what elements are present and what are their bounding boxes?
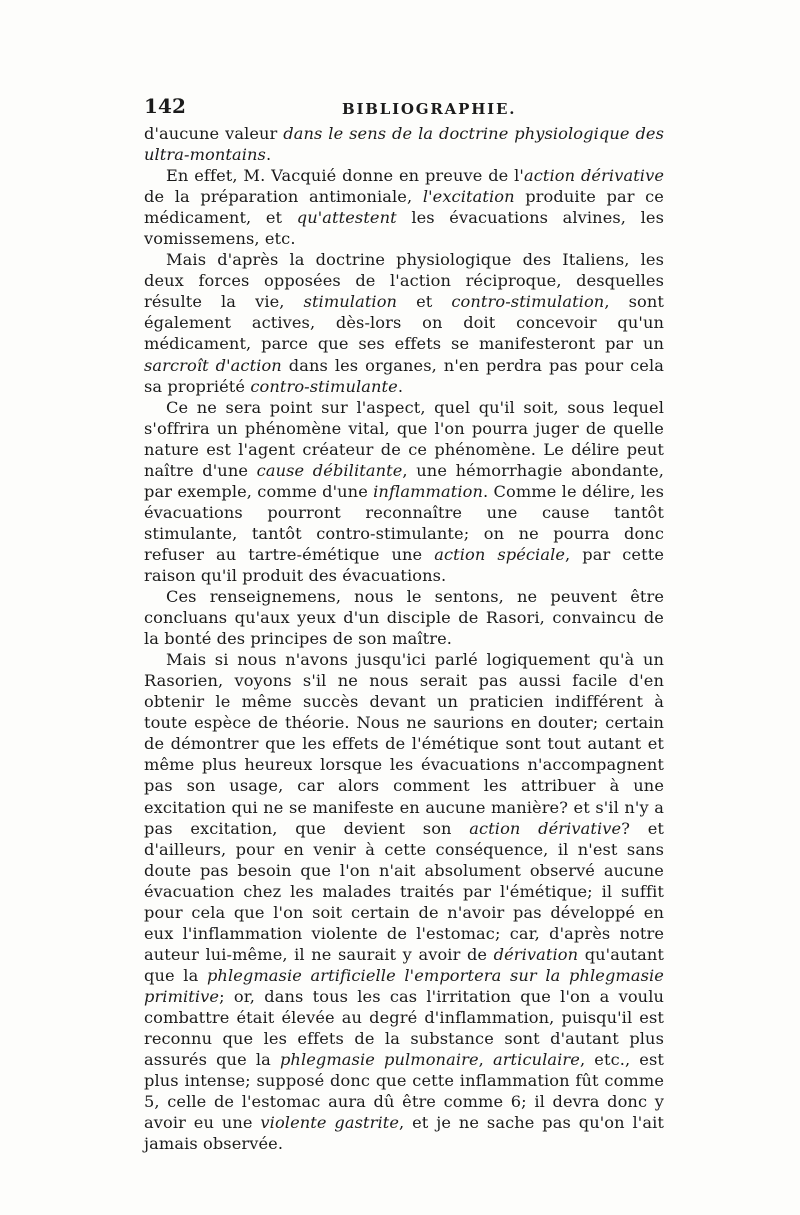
running-head [144, 96, 664, 120]
text-run: Mais d'après la doctrine physiologique des Italiens, les deux forces opposées de l'action réciproque, desquelles résulte la vie, [144, 250, 664, 312]
italic-text-run: articulaire [492, 1050, 580, 1070]
italic-text-run: l'excitation [422, 187, 515, 207]
page-number: 142 [144, 94, 187, 118]
text-run: . [397, 376, 404, 396]
text-run: , et je ne sache pas qu'on l'ait jamais observée. [144, 1113, 664, 1154]
text-run: , etc., est plus intense; supposé donc que cette inflammation fût comme 5, celle de l'estomac aura dû être comme 6; il devra donc y avoir eu une [144, 1050, 664, 1133]
italic-text-run: dans le sens de la doctrine physiologique des ultra-montains [144, 124, 664, 165]
text-run: Mais si nous n'avons jusqu'ici parlé logiquement qu'à un Rasorien, voyons s'il ne nous serait pas aussi facile d'en obtenir le même succès devant un praticien indifférent à toute espèce de théorie. Nous ne saurions en douter; certain de démontrer que les effets de l'émétique sont tout autant et même plus heureux lorsque les évacuations n'accompagnent pas son usage, car alors comment les attribuer à une excitation qui ne se manifeste en aucune manière? et s'il n'y a pas excitation, que devient son [144, 650, 664, 838]
italic-text-run: action dérivative [523, 166, 664, 186]
paragraph [144, 249, 664, 396]
italic-text-run: contro-stimulation [451, 292, 605, 312]
italic-text-run: stimulation [303, 292, 398, 312]
text-run: Ce ne sera point sur l'aspect, quel qu'il soit, sous lequel s'offrira un phénomène vital, que l'on pourra juger de quelle nature est l'agent créateur de ce phénomène. Le délire peut naître d'une [144, 397, 664, 480]
text-run: , sont également actives, dès-lors on doit concevoir qu'un médicament, parce que ses effets se manifesteront par un [144, 292, 664, 354]
italic-text-run: phlegmasie artificielle l'emportera sur la phlegmasie primitive [144, 965, 664, 1006]
running-title: BIBLIOGRAPHIE. [342, 100, 517, 118]
text-run: produite par ce médicament, et [144, 187, 664, 228]
italic-text-run: dérivation [493, 944, 579, 964]
italic-text-run: qu'attestent [296, 208, 397, 228]
text-run: de la préparation antimoniale, [144, 187, 423, 207]
text-run: et [397, 292, 452, 312]
italic-text-run: action spéciale [434, 544, 566, 564]
paragraph [144, 165, 664, 249]
paragraph [144, 123, 664, 165]
italic-text-run: phlegmasie pulmonaire [279, 1050, 479, 1070]
text-run: En effet, M. Vacquié donne en preuve de l' [166, 166, 524, 186]
paragraph [144, 397, 664, 586]
text-run: ; or, dans tous les cas l'irritation que l'on a voulu combattre était élevée au degré d'inflammation, puisqu'il est reconnu que les effets de la substance sont d'autant plus assurés que la [144, 986, 664, 1070]
text-run: d'aucune valeur [144, 124, 284, 143]
paragraph [144, 649, 664, 1154]
body-text [144, 123, 664, 1154]
italic-text-run: contro-stimulante [250, 376, 398, 396]
paragraph [144, 586, 664, 649]
text-run: qu'autant que la [144, 944, 664, 985]
text-run: . Comme le délire, les évacuations pourront reconnaître une cause tantôt stimulante, tantôt contro-stimulante; on ne pourra donc refuser au tartre-émétique une [144, 481, 664, 564]
text-run: , une hémorrhagie abondante, par exemple, comme d'une [144, 460, 664, 501]
italic-text-run: inflammation [373, 481, 483, 501]
italic-text-run: sarcroît d'action [144, 355, 282, 375]
page-text [144, 96, 664, 1154]
text-run: dans les organes, n'en perdra pas pour cela sa propriété [144, 355, 664, 396]
text-run: ? et d'ailleurs, pour en venir à cette conséquence, il n'est sans doute pas besoin que l'on n'ait absolument observé aucune évacuation chez les malades traités par l'émétique; il suffit pour cela que l'on soit certain de n'avoir pas développé en eux l'inflammation violente de l'estomac; car, d'après notre auteur lui-même, il ne saurait y avoir de [144, 818, 664, 964]
italic-text-run: action dérivative [469, 818, 622, 838]
text-run: , par cette raison qu'il produit des évacuations. [144, 544, 664, 585]
text-run: , [478, 1050, 493, 1070]
italic-text-run: cause débilitante [256, 460, 403, 480]
text-run: les évacuations alvines, les vomissemens, etc. [144, 208, 664, 249]
italic-text-run: violente gastrite [260, 1113, 400, 1133]
text-run: Ces renseignemens, nous le sentons, ne peuvent être concluans qu'aux yeux d'un disciple de Rasori, convaincu de la bonté des principes de son maître. [144, 587, 664, 649]
text-run: . [265, 145, 272, 165]
